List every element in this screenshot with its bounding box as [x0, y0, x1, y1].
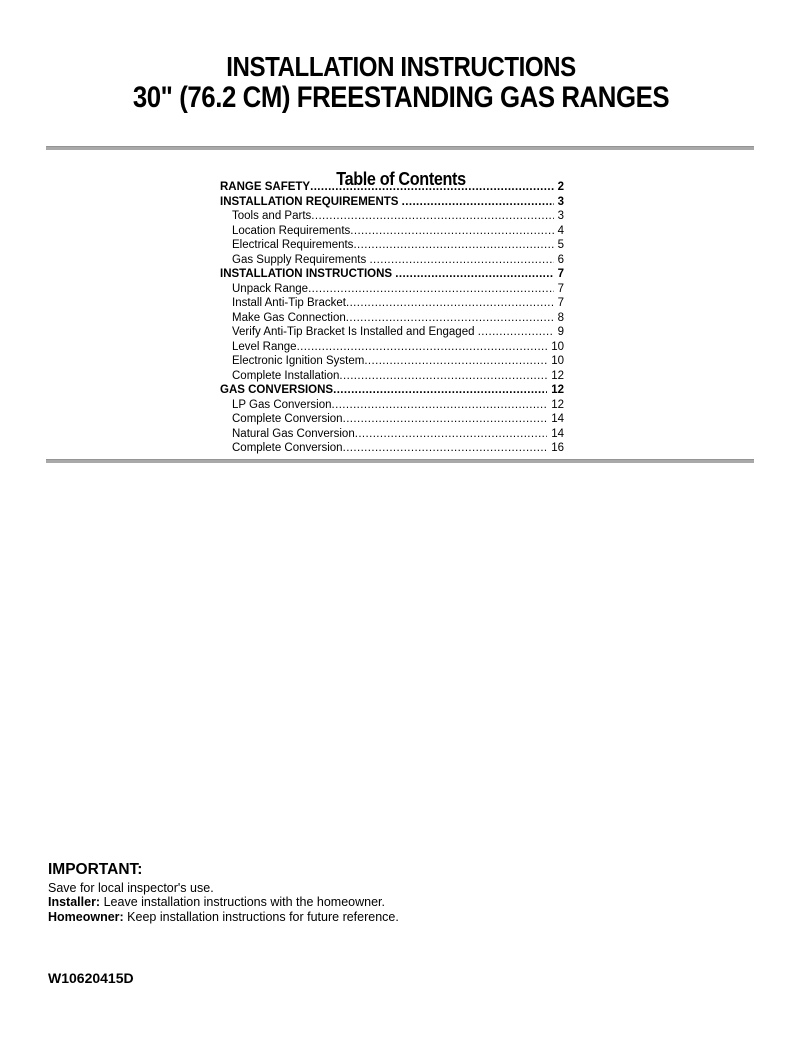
toc-entry-page: 3 — [557, 210, 564, 222]
toc-entry-label: Install Anti-Tip Bracket — [232, 297, 346, 309]
toc-entry-page: 14 — [551, 413, 564, 425]
toc-dot-leader — [339, 369, 547, 384]
toc-entry-page: 5 — [557, 239, 564, 251]
toc-entry[interactable] — [220, 441, 564, 456]
toc-entry-label: Verify Anti-Tip Bracket Is Installed and Engaged — [232, 326, 478, 338]
toc-entry[interactable] — [220, 209, 564, 224]
toc-entry-label: Complete Conversion — [232, 442, 343, 454]
toc-entry[interactable] — [220, 180, 564, 195]
toc-list — [220, 180, 564, 456]
toc-entry[interactable] — [220, 412, 564, 427]
toc-dot-leader — [333, 383, 547, 398]
homeowner-line — [48, 910, 399, 924]
toc-entry[interactable] — [220, 195, 564, 210]
toc-dot-leader — [308, 282, 554, 297]
toc-dot-leader — [346, 311, 554, 326]
toc-entry-page: 7 — [557, 297, 564, 309]
toc-entry-label: LP Gas Conversion — [232, 398, 332, 411]
toc-entry[interactable] — [220, 340, 564, 355]
toc-dot-leader — [353, 238, 553, 253]
homeowner-label: Homeowner: — [48, 909, 124, 924]
toc-entry-page: 4 — [557, 224, 564, 237]
toc-entry[interactable] — [220, 369, 564, 384]
toc-dot-leader — [395, 267, 553, 282]
toc-entry-page: 7 — [557, 268, 564, 280]
toc-entry-label: Level Range — [232, 340, 297, 353]
toc-entry-label: Make Gas Connection — [232, 311, 346, 324]
toc-entry[interactable] — [220, 427, 564, 442]
toc-entry[interactable] — [220, 296, 564, 311]
toc-entry-label: Electronic Ignition System — [232, 355, 365, 367]
save-for-inspector-line: Save for local inspector's use. — [48, 881, 214, 895]
toc-entry-page: 10 — [551, 340, 564, 353]
toc-entry[interactable] — [220, 354, 564, 369]
toc-entry-page: 16 — [551, 442, 564, 454]
toc-entry-label: GAS CONVERSIONS — [220, 384, 334, 396]
installer-text: Leave installation instructions with the homeowner. — [100, 895, 385, 910]
toc-dot-leader — [369, 253, 553, 268]
toc-entry[interactable] — [220, 383, 564, 398]
toc-entry-page: 10 — [551, 355, 564, 367]
toc-entry-label: Tools and Parts — [232, 210, 312, 222]
toc-entry-page: 14 — [551, 427, 564, 440]
divider-top — [46, 146, 754, 150]
homeowner-text: Keep installation instructions for future reference. — [123, 909, 399, 924]
toc-entry[interactable] — [220, 238, 564, 253]
toc-entry-label: Natural Gas Conversion — [232, 427, 355, 440]
toc-entry-label: Complete Conversion — [232, 413, 343, 425]
toc-entry-label: Unpack Range — [232, 282, 309, 295]
toc-entry-page: 12 — [551, 384, 564, 396]
toc-dot-leader — [297, 340, 548, 355]
part-number: W10620415D — [48, 970, 134, 986]
toc-entry-page: 3 — [557, 195, 564, 208]
toc-dot-leader — [343, 412, 548, 427]
toc-entry-label: Complete Installation — [232, 369, 340, 382]
toc-entry-label: Location Requirements — [232, 224, 351, 237]
toc-entry-page: 6 — [557, 253, 564, 266]
toc-entry-page: 9 — [557, 326, 564, 338]
toc-dot-leader — [311, 209, 553, 224]
toc-entry-page: 8 — [557, 311, 564, 324]
toc-dot-leader — [350, 224, 553, 239]
toc-dot-leader — [310, 180, 554, 195]
toc-dot-leader — [364, 354, 547, 369]
toc-dot-leader — [346, 296, 554, 311]
toc-dot-leader — [478, 325, 554, 340]
title-line-1: INSTALLATION INSTRUCTIONS — [226, 51, 576, 82]
important-heading: IMPORTANT: — [48, 861, 143, 878]
toc-dot-leader — [343, 441, 548, 456]
toc-entry[interactable] — [220, 253, 564, 268]
toc-dot-leader — [332, 398, 548, 413]
divider-bottom — [46, 459, 754, 463]
toc-entry-label: Electrical Requirements — [232, 239, 354, 251]
toc-entry[interactable] — [220, 282, 564, 297]
toc-entry-page: 7 — [557, 282, 564, 295]
title-line-2: 30" (76.2 CM) FREESTANDING GAS RANGES — [132, 80, 670, 114]
toc-entry-label: RANGE SAFETY — [220, 181, 311, 193]
toc-entry[interactable] — [220, 311, 564, 326]
toc-entry-label: Gas Supply Requirements — [232, 253, 370, 266]
toc-entry[interactable] — [220, 267, 564, 282]
toc-dot-leader — [402, 195, 554, 210]
toc-entry[interactable] — [220, 224, 564, 239]
toc-entry-page: 12 — [551, 369, 564, 382]
toc-entry-label: INSTALLATION INSTRUCTIONS — [220, 268, 396, 280]
toc-entry-page: 2 — [557, 181, 564, 193]
toc-entry[interactable] — [220, 398, 564, 413]
toc-entry[interactable] — [220, 325, 564, 340]
toc-entry-label: INSTALLATION REQUIREMENTS — [220, 195, 402, 208]
footer-notes — [48, 861, 399, 924]
toc-dot-leader — [355, 427, 547, 442]
installer-line — [48, 895, 399, 909]
page-title — [0, 52, 802, 113]
installer-label: Installer: — [48, 895, 101, 910]
toc-heading: Table of Contents — [336, 168, 466, 189]
toc-entry-page: 12 — [551, 398, 564, 411]
